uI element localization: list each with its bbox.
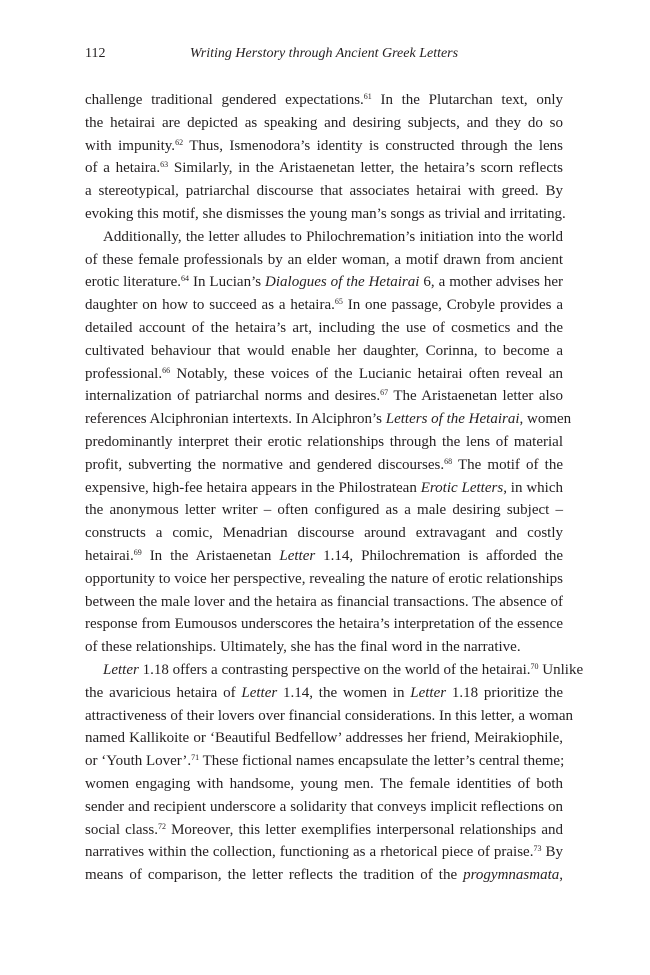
text-run: , in which bbox=[503, 479, 564, 496]
text-run: The motif of the bbox=[452, 456, 563, 473]
footnote-ref: 73 bbox=[533, 844, 542, 854]
footnote-ref: 62 bbox=[175, 137, 184, 147]
text-line bbox=[85, 112, 563, 135]
text-line bbox=[85, 750, 563, 773]
text-run: references Alciphronian intertexts. In Alciphron’s bbox=[85, 411, 386, 428]
text-run: narratives within the collection, functioning as a rhetorical piece of praise. bbox=[85, 844, 534, 861]
running-title: Writing Herstory through Ancient Greek Letters bbox=[189, 46, 459, 61]
italic-title: Letter bbox=[241, 684, 278, 701]
text-run: evoking this motif, she dismisses the young man’s songs as trivial and irritating. bbox=[85, 205, 566, 222]
text-line bbox=[85, 613, 563, 636]
italic-title: progymnasmata bbox=[463, 867, 560, 884]
text-line bbox=[85, 545, 563, 568]
text-run: , bbox=[559, 867, 563, 884]
text-run: 1.18 prioritize the bbox=[446, 684, 563, 701]
text-line bbox=[85, 477, 563, 500]
text-line bbox=[85, 796, 563, 819]
text-line bbox=[85, 249, 563, 272]
running-head bbox=[85, 44, 563, 64]
text-line bbox=[85, 682, 563, 705]
text-run: between the male lover and the hetaira as financial transactions. The absence of bbox=[85, 593, 563, 610]
text-run: In one passage, Crobyle provides a bbox=[342, 297, 563, 314]
footnote-ref: 67 bbox=[380, 388, 389, 398]
text-line bbox=[85, 568, 563, 591]
text-run: 1.18 offers a contrasting perspective on the world of the hetairai. bbox=[138, 661, 531, 678]
text-run: sender and recipient underscore a solidarity that conveys implicit reflections on bbox=[85, 798, 563, 815]
text-run: social class. bbox=[85, 821, 158, 838]
footnote-ref: 64 bbox=[181, 274, 189, 284]
text-line bbox=[85, 841, 563, 864]
text-run: hetairai. bbox=[85, 547, 134, 564]
text-line bbox=[85, 636, 563, 659]
text-run: profit, subverting the normative and gendered discourses. bbox=[85, 456, 445, 473]
text-run: a stereotypical, patriarchal discourse that associates hetairai with greed. By bbox=[85, 183, 563, 200]
text-line bbox=[85, 591, 563, 614]
text-line bbox=[85, 727, 563, 750]
text-line bbox=[85, 317, 563, 340]
text-line bbox=[85, 773, 563, 796]
text-line bbox=[85, 431, 563, 454]
footnote-ref: 68 bbox=[444, 456, 453, 466]
text-run: Thus, Ismenodora’s identity is constructed through the lens bbox=[183, 137, 563, 154]
text-run: the hetairai are depicted as speaking and desiring subjects, and they do so bbox=[85, 114, 563, 131]
text-run: Moreover, this letter exemplifies interpersonal relationships and bbox=[166, 821, 563, 838]
text-line bbox=[85, 864, 563, 887]
text-run: In the Aristaenetan bbox=[141, 547, 280, 564]
text-run: the avaricious hetaira of bbox=[85, 684, 242, 701]
text-run: cultivated behaviour that would enable her daughter, Corinna, to become a bbox=[85, 342, 563, 359]
text-run: erotic literature. bbox=[85, 274, 181, 291]
footnote-ref: 65 bbox=[334, 297, 343, 307]
text-run: with impunity. bbox=[85, 137, 176, 154]
page-number: 112 bbox=[85, 46, 106, 61]
text-run: the anonymous letter writer – often configured as a male desiring subject – bbox=[85, 502, 563, 519]
text-run: named Kallikoite or ‘Beautiful Bedfellow’ addresses her friend, Meirakiophile, bbox=[85, 730, 563, 747]
text-line bbox=[85, 226, 563, 249]
italic-title: Letter bbox=[103, 661, 139, 678]
italic-title: Letter bbox=[410, 684, 447, 701]
footnote-ref: 69 bbox=[133, 547, 142, 557]
text-run: response from Eumousos underscores the hetaira’s interpretation of the essence bbox=[85, 616, 563, 633]
text-run: These fictional names encapsulate the letter’s central theme; bbox=[199, 753, 565, 770]
text-run: In the Plutarchan text, only bbox=[371, 92, 563, 108]
footnote-ref: 63 bbox=[160, 160, 169, 170]
text-run: attractiveness of their lovers over financial considerations. In this letter, a woman bbox=[85, 707, 573, 724]
text-run: Unlike bbox=[538, 661, 584, 678]
text-run: Similarly, in the Aristaenetan letter, the hetaira’s scorn reflects bbox=[168, 160, 563, 177]
text-run: 1.14, Philochremation is afforded the bbox=[315, 547, 563, 564]
text-run: In Lucian’s bbox=[189, 274, 266, 291]
text-run: , women bbox=[519, 411, 572, 428]
text-line bbox=[85, 294, 563, 317]
text-run: 1.14, the women in bbox=[277, 684, 411, 701]
body-text bbox=[85, 89, 584, 887]
text-line bbox=[85, 522, 563, 545]
italic-title: Letters of the Hetairai bbox=[385, 411, 520, 428]
text-line bbox=[85, 203, 566, 226]
text-run: Notably, these voices of the Lucianic hetairai often reveal an bbox=[170, 365, 563, 382]
text-run: daughter on how to succeed as a hetaira. bbox=[85, 297, 335, 314]
text-run: Additionally, the letter alludes to Philochremation’s initiation into the world bbox=[103, 228, 563, 245]
text-run: 6, a mother advises her bbox=[419, 274, 563, 291]
text-run: professional. bbox=[85, 365, 163, 382]
footnote-ref: 71 bbox=[191, 753, 200, 763]
text-run: internalization of patriarchal norms and desires. bbox=[85, 388, 381, 405]
text-line bbox=[85, 271, 563, 294]
text-line bbox=[85, 659, 584, 682]
text-run: By bbox=[541, 844, 563, 861]
text-line bbox=[85, 408, 572, 431]
italic-title: Letter bbox=[279, 547, 316, 564]
text-line bbox=[85, 454, 563, 477]
text-run: The Aristaenetan letter also bbox=[388, 388, 563, 405]
text-run: of these relationships. Ultimately, she has the final word in the narrative. bbox=[85, 639, 521, 656]
text-line bbox=[85, 157, 563, 180]
italic-title: Dialogues of the Hetairai bbox=[265, 274, 420, 291]
footnote-ref: 66 bbox=[162, 365, 171, 375]
text-run: or ‘Youth Lover’. bbox=[85, 753, 192, 770]
text-line bbox=[85, 819, 563, 842]
text-run: predominantly interpret their erotic relationships through the lens of material bbox=[85, 433, 563, 450]
italic-title: Erotic Letters bbox=[420, 479, 504, 496]
footnote-ref: 70 bbox=[530, 661, 539, 671]
text-run: challenge traditional gendered expectations. bbox=[85, 92, 364, 108]
footnote-ref: 61 bbox=[363, 92, 372, 101]
text-run: of a hetaira. bbox=[85, 160, 161, 177]
text-run: detailed account of the hetaira’s art, including the use of cosmetics and the bbox=[85, 319, 563, 336]
text-run: women engaging with handsome, young men. The female identities of both bbox=[85, 775, 563, 792]
text-line bbox=[85, 180, 563, 203]
text-line bbox=[85, 89, 563, 112]
footnote-ref: 72 bbox=[158, 821, 166, 831]
text-line bbox=[85, 385, 563, 408]
text-line bbox=[85, 499, 563, 522]
text-line bbox=[85, 340, 563, 363]
text-run: of these female professionals by an elder woman, a motif drawn from ancient bbox=[85, 251, 563, 268]
text-run: expensive, high-fee hetaira appears in the Philostratean bbox=[85, 479, 421, 496]
text-run: opportunity to voice her perspective, revealing the nature of erotic relationships bbox=[85, 570, 563, 587]
text-run: constructs a comic, Menadrian discourse around extravagant and costly bbox=[85, 525, 563, 542]
text-line bbox=[85, 363, 563, 386]
text-line bbox=[85, 135, 563, 158]
text-run: means of comparison, the letter reflects the tradition of the bbox=[85, 867, 464, 884]
text-line bbox=[85, 705, 573, 728]
